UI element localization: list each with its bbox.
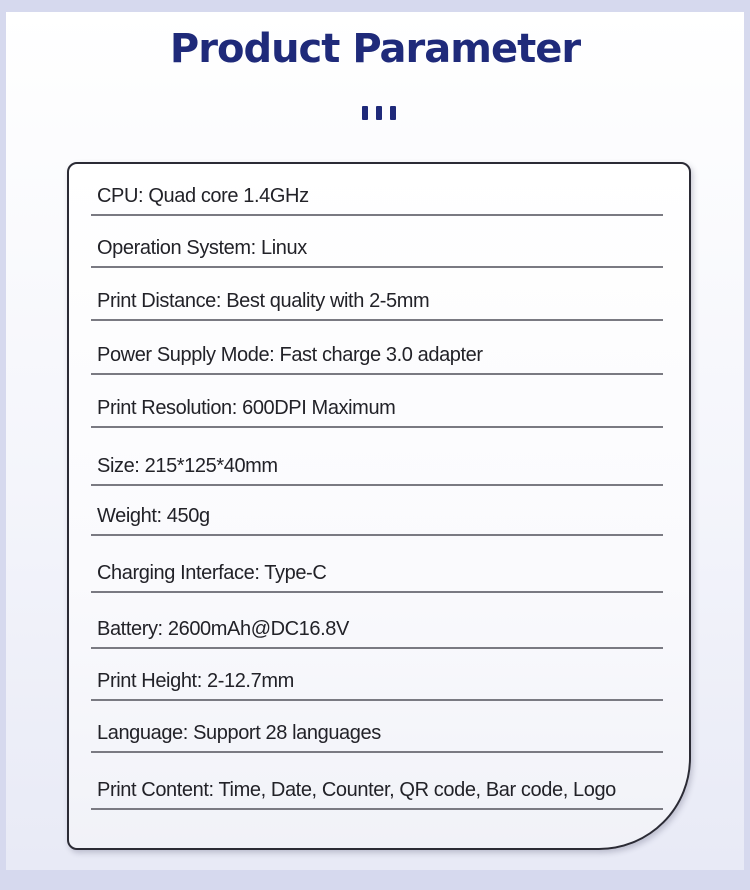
row-divider (91, 373, 663, 375)
parameter-text: Size: 215*125*40mm (97, 455, 278, 477)
row-divider (91, 534, 663, 536)
parameter-text: Print Content: Time, Date, Counter, QR code, Bar code, Logo (97, 779, 616, 801)
parameter-text: Weight: 450g (97, 505, 210, 527)
row-divider (91, 319, 663, 321)
page-title: Product Parameter (169, 26, 581, 72)
parameter-text: Operation System: Linux (97, 237, 307, 259)
row-divider (91, 426, 663, 428)
parameter-text: Battery: 2600mAh@DC16.8V (97, 618, 349, 640)
row-divider (91, 484, 663, 486)
title-decoration-bar (362, 106, 368, 120)
title-decoration (362, 106, 396, 120)
row-divider (91, 808, 663, 810)
parameter-text: Print Resolution: 600DPI Maximum (97, 397, 396, 419)
row-divider (91, 647, 663, 649)
parameter-text: Print Distance: Best quality with 2-5mm (97, 290, 430, 312)
row-divider (91, 266, 663, 268)
parameter-text: Charging Interface: Type-C (97, 562, 327, 584)
row-divider (91, 214, 663, 216)
parameter-text: Language: Support 28 languages (97, 722, 381, 744)
row-divider (91, 591, 663, 593)
row-divider (91, 751, 663, 753)
row-divider (91, 699, 663, 701)
parameter-card (67, 162, 691, 850)
title-decoration-bar (376, 106, 382, 120)
parameter-text: Power Supply Mode: Fast charge 3.0 adapter (97, 344, 483, 366)
parameter-text: CPU: Quad core 1.4GHz (97, 185, 309, 207)
parameter-text: Print Height: 2-12.7mm (97, 670, 294, 692)
title-decoration-bar (390, 106, 396, 120)
